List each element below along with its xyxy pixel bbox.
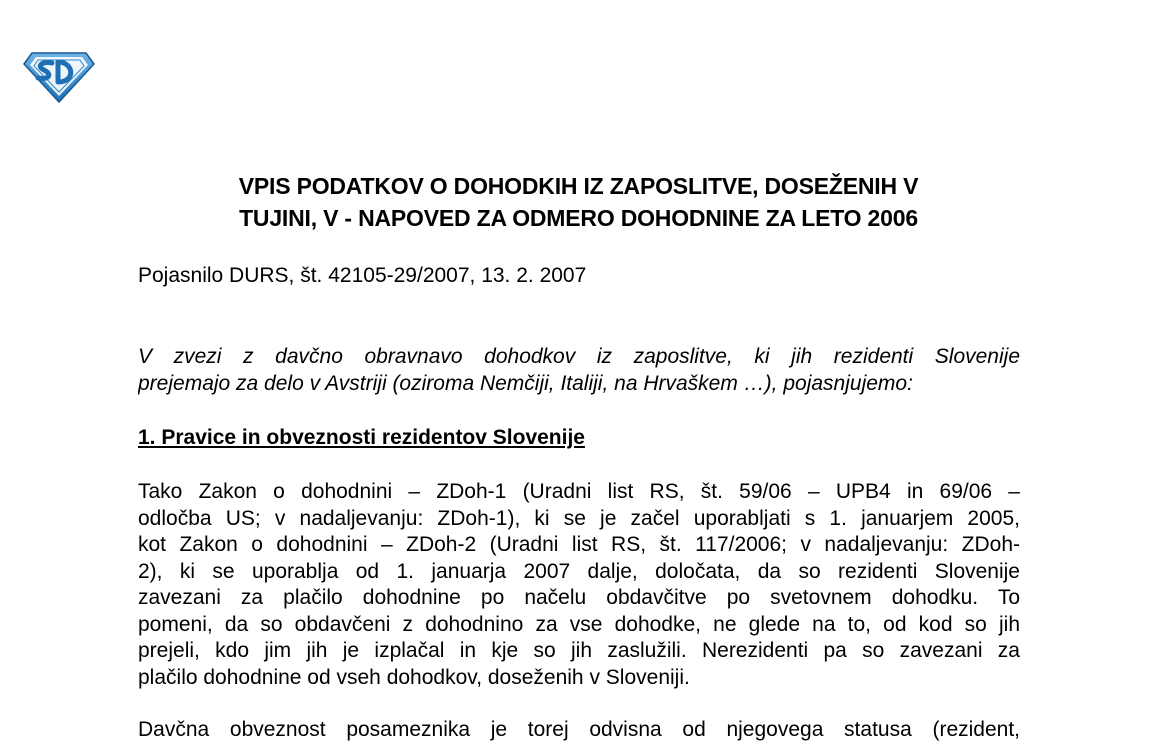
- paragraph-line: plačilo dohodnine od vseh dohodkov, doseženih v Sloveniji.: [138, 665, 690, 689]
- intro-line: V zvezi z davčno obravnavo dohodkov iz zaposlitve, ki jih rezidenti Slovenije: [138, 345, 1020, 368]
- reference-line: Pojasnilo DURS, št. 42105-29/2007, 13. 2. 2007: [138, 264, 587, 287]
- paragraph-line: odločba US; v nadaljevanju: ZDoh-1), ki se je začel uporabljati s 1. januarjem 2005,: [138, 506, 1020, 530]
- paragraph-line: prejeli, kdo jim jih je izplačal in kje so jih zaslužili. Nerezidenti pa so zavezani za: [138, 639, 1020, 662]
- paragraph-2: [138, 717, 1020, 743]
- paragraph-line: Tako Zakon o dohodnini – ZDoh-1 (Uradni list RS, št. 59/06 – UPB4 in 69/06 –: [138, 480, 1020, 503]
- paragraph-line: pomeni, da so obdavčeni z dohodnino za vse dohodke, ne glede na to, od kod so jih: [138, 612, 1020, 636]
- paragraph-line: Davčna obveznost posameznika je torej odvisna od njegovega statusa (rezident,: [138, 718, 1020, 741]
- paragraph-line: kot Zakon o dohodnini – ZDoh-2 (Uradni list RS, št. 117/2006; v nadaljevanju: ZDoh-: [138, 533, 1020, 556]
- sd-shield-logo-icon: [22, 50, 96, 104]
- paragraph-line: zavezani za plačilo dohodnine po načelu obdavčitve po svetovnem dohodku. To: [138, 586, 1020, 609]
- document-title: [110, 170, 1047, 234]
- title-line: TUJINI, V - NAPOVED ZA ODMERO DOHODNINE ZA LETO 2006: [239, 205, 918, 231]
- section-heading: 1. Pravice in obveznosti rezidentov Slovenije: [138, 426, 585, 449]
- title-line: VPIS PODATKOV O DOHODKIH IZ ZAPOSLITVE, DOSEŽENIH V: [238, 173, 919, 199]
- paragraph-1: [138, 479, 1020, 691]
- paragraph-line: 2), ki se uporablja od 1. januarja 2007 dalje, določata, da so rezidenti Slovenije: [138, 559, 1020, 583]
- intro-paragraph: [138, 344, 1020, 397]
- intro-line: prejemajo za delo v Avstriji (oziroma Nemčiji, Italiji, na Hrvaškem …), pojasnjujemo:: [138, 371, 913, 395]
